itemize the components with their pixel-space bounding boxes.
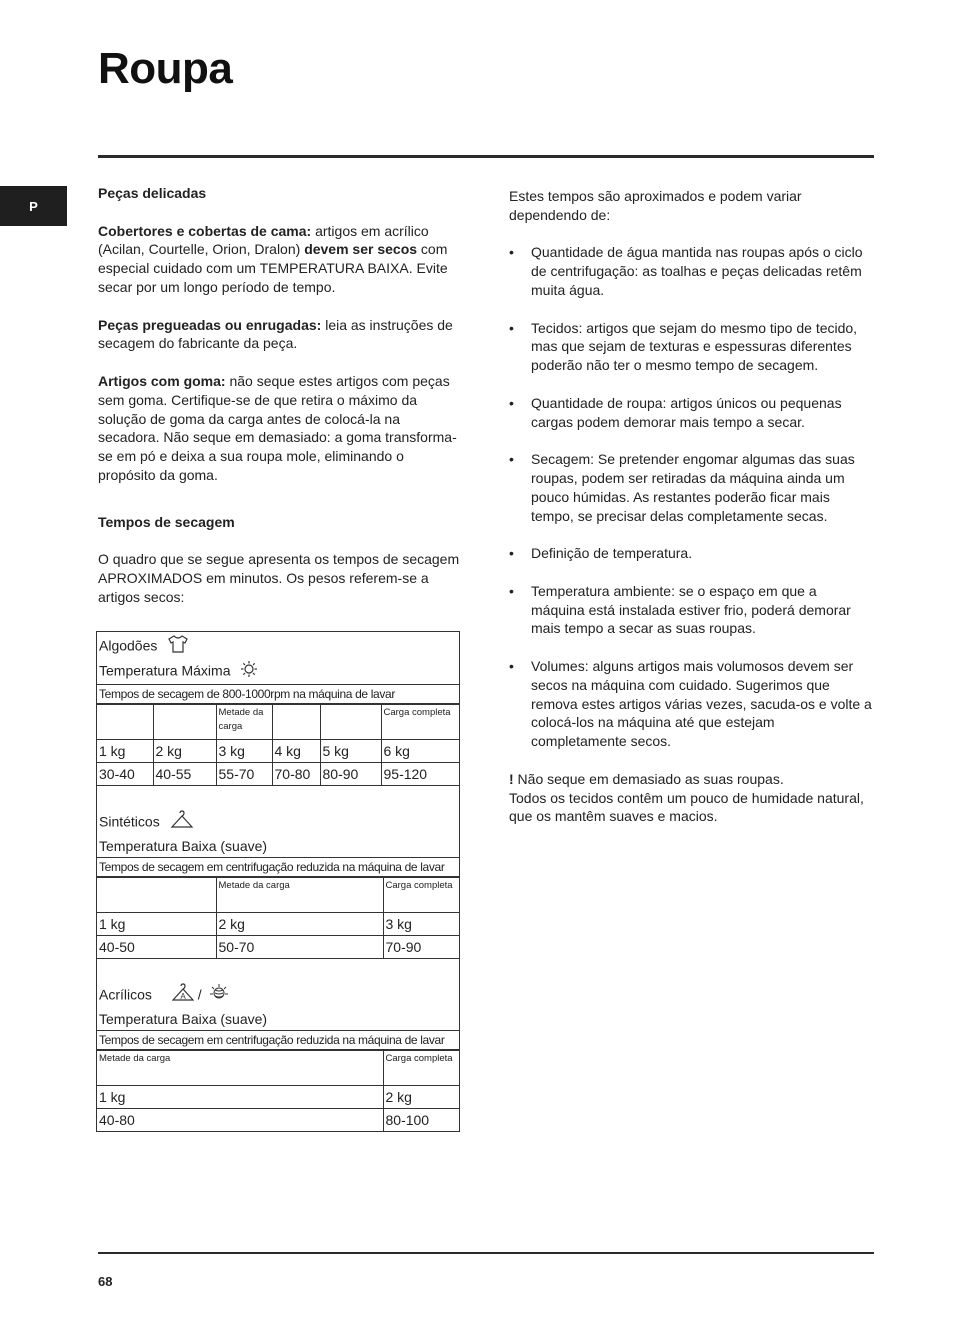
synthetic-times-table [97,877,459,959]
high-heat-icon [240,660,258,684]
acrylic-label: Acrílicos [99,986,152,1003]
acrylic-section-header [97,981,459,1030]
warning-mark: ! [509,770,514,787]
weight-cell: 5 kg [320,740,381,763]
tshirt-icon [167,634,189,660]
cotton-caption: Tempos de secagem de 800-1000rpm na máquina de lavar [97,684,459,704]
full-load-label: Carga completa [383,1051,459,1086]
cotton-section-header [97,632,459,684]
time-cell: 80-90 [320,763,381,786]
time-cell: 40-50 [97,936,216,959]
synthetic-label: Sintéticos [99,813,160,830]
time-cell: 80-100 [383,1109,459,1132]
list-item: • Quantidade de água mantida nas roupas após o ciclo de centrifugação: as toalhas e peças delicadas retêm muita água. [509,243,874,299]
heading-drying-times: Tempos de secagem [98,513,235,530]
top-divider [98,155,874,158]
language-tab: P [0,186,67,226]
paragraph-blankets: Cobertores e cobertas de cama: artigos em acrílico (Acilan, Courtelle, Orion, Dralon) devem ser secos com especial cuidado com um TEMPERATURA BAIXA. Evite secar por um longo período de tempo. [98,222,448,295]
time-cell: 55-70 [216,763,272,786]
half-load-label: Metade da carga [216,705,272,740]
full-load-label: Carga completa [383,878,459,913]
bottom-divider [98,1252,874,1254]
right-column [509,187,874,826]
acrylic-temperature: Temperatura Baixa (suave) [99,1011,268,1027]
synthetic-temperature: Temperatura Baixa (suave) [99,838,268,854]
time-cell: 95-120 [381,763,459,786]
weight-cell: 2 kg [216,913,383,936]
icon-separator: / [197,986,202,1003]
left-column [98,184,460,607]
list-item: • Secagem: Se pretender engomar algumas das suas roupas, podem ser retiradas da máquina ainda um pouco húmidas. As restantes poderão ficar mais tempo, se precisar delas completamente secas. [509,450,874,525]
list-item: • Definição de temperatura. [509,544,874,563]
paragraph-starch: Artigos com goma: não seque estes artigos com peças sem goma. Certifique-se de que retira o máximo da solução de goma da carga antes de colocá-la na secadora. Não seque em demasiado: a goma transforma-se em pó e deixa a sua roupa mole, eliminando o propósito da goma. [98,372,457,483]
time-cell: 70-80 [272,763,320,786]
list-item: • Volumes: alguns artigos mais volumosos devem ser secos na máquina com cuidado. Sugerimos que remova estes artigos várias vezes, sacuda-os e volte a colocá-los na máquina até que estejam completamente secos. [509,657,874,751]
acrylic-fabric-icon [172,983,194,1009]
weight-cell: 2 kg [383,1086,459,1109]
time-cell: 70-90 [383,936,459,959]
time-cell: 30-40 [97,763,153,786]
weight-cell: 3 kg [216,740,272,763]
time-cell: 40-80 [97,1109,383,1132]
acrylic-caption: Tempos de secagem em centrifugação reduzida na máquina de lavar [97,1030,459,1050]
paragraph-pleated: Peças pregueadas ou enrugadas: leia as instruções de secagem do fabricante da peça. [98,316,453,352]
weight-cell: 4 kg [272,740,320,763]
paragraph-table-intro: O quadro que se segue apresenta os tempos de secagem APROXIMADOS em minutos. Os pesos referem-se a artigos secos: [98,551,460,605]
time-cell: 50-70 [216,936,383,959]
weight-cell: 1 kg [97,1086,383,1109]
drying-times-table [96,631,460,1132]
weight-cell: 3 kg [383,913,459,936]
svg-text:A: A [180,992,186,1001]
warning-note: ! Não seque em demasiado as suas roupas. Todos os tecidos contêm um pouco de humidade natural, que os mantêm suaves e macios. [509,770,864,825]
full-load-label: Carga completa [381,705,459,740]
wool-icon [209,983,229,1009]
half-load-label: Metade da carga [97,1051,383,1086]
weight-cell: 2 kg [153,740,216,763]
cotton-label: Algodões [99,637,158,654]
synthetic-fabric-icon [170,810,194,836]
list-item: • Temperatura ambiente: se o espaço em que a máquina está instalada estiver frio, poderá demorar mais tempo a secar as suas roupas. [509,582,874,638]
heading-delicates: Peças delicadas [98,185,207,201]
weight-cell: 1 kg [97,913,216,936]
list-item: • Tecidos: artigos que sejam do mesmo tipo de tecido, mas que sejam de texturas e espessuras diferentes poderão não ter o mesmo tempo de secagem. [509,319,874,375]
time-cell: 40-55 [153,763,216,786]
cotton-times-table [97,704,459,786]
half-load-label: Metade da carga [216,878,383,913]
page-number: 68 [98,1274,113,1289]
list-item: • Quantidade de roupa: artigos únicos ou pequenas cargas podem demorar mais tempo a secar. [509,394,874,432]
weight-cell: 6 kg [381,740,459,763]
factors-intro: Estes tempos são aproximados e podem variar dependendo de: [509,188,802,223]
factors-list [509,243,874,751]
synthetic-caption: Tempos de secagem em centrifugação reduzida na máquina de lavar [97,857,459,877]
weight-cell: 1 kg [97,740,153,763]
page-title: Roupa [98,44,233,93]
acrylic-times-table [97,1050,459,1131]
cotton-temperature: Temperatura Máxima [99,662,231,679]
synthetic-section-header [97,808,459,857]
